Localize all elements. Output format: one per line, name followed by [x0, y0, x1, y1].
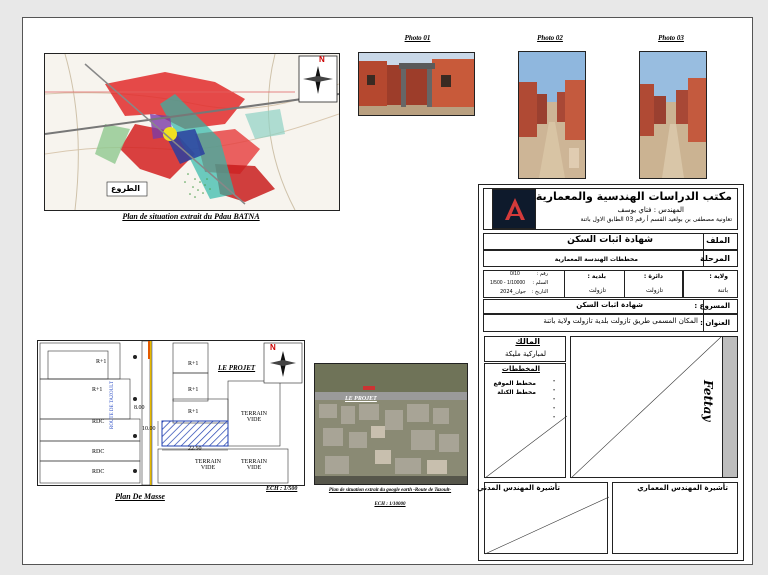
num-value: 0/10 — [510, 271, 520, 277]
masse-label-3: RDC — [92, 449, 105, 455]
commune-value: تازولت — [588, 287, 606, 294]
office-logo — [492, 189, 536, 229]
num-label: رقم : — [536, 271, 548, 277]
plan-item-0: مخطط الموقع — [493, 380, 536, 387]
address-label: العنوان : — [700, 319, 730, 327]
visa-civil-box — [484, 482, 608, 554]
address-value: المكان المسمى طريق تازولت بلدية تازولت ولاية باتنة — [543, 317, 698, 325]
masse-dim-top: 8.00 — [134, 405, 145, 411]
wilaya-value: باتنة — [717, 287, 728, 294]
scale-value: 1/500 - 1/10000 — [490, 280, 526, 286]
office-address: تعاونية مصطفى بن بولعيد القسم أ رقم 03 الطابق الاول باتنة — [580, 216, 732, 223]
project-value: شهادة اثبات السكن — [576, 301, 643, 309]
pdau-caption: Plan de situation extrait du Pdau BATNA — [122, 212, 260, 221]
photo-02 — [518, 51, 586, 179]
photo-02-image — [519, 52, 585, 178]
project-label: المسروع : — [694, 302, 730, 310]
photo-03-image — [640, 52, 706, 178]
pdau-label-tarrouj: الطروع — [111, 184, 140, 193]
office-logo-icon — [493, 190, 537, 230]
date-label: التاريخ : — [531, 289, 548, 295]
plans-label: المخططات — [501, 365, 540, 373]
photo-01-label: Photo 01 — [404, 34, 431, 42]
google-caption: Plan de situation extrait du google earth -Route de Tazoult- — [328, 488, 452, 493]
plan-item-1: مخطط الكتلة — [497, 389, 536, 396]
commune-label: بلدية : — [587, 273, 606, 280]
owner-value: لمباركية مليكة — [504, 350, 546, 358]
masse-north-letter: N — [270, 343, 276, 352]
pdau-situation-map — [44, 53, 340, 211]
daira-value: تازولت — [645, 287, 663, 294]
visa-arch-box — [612, 482, 738, 554]
daira-label: دائرة : — [643, 273, 663, 280]
plan-de-masse — [37, 340, 305, 486]
file-value: شهادة اثبات السكن — [567, 235, 653, 245]
google-earth-image — [315, 364, 467, 484]
masse-label-8: TERRAIN VIDE — [241, 411, 267, 423]
masse-dim-height: 10.00 — [142, 426, 156, 432]
masse-label-10: TERRAIN VIDE — [241, 459, 267, 471]
photo-03-label: Photo 03 — [658, 34, 684, 42]
pdau-map-drawing — [45, 54, 339, 210]
visa-civil-diagonal — [485, 483, 609, 555]
phase-value: مخططات الهندسة المعمارية — [554, 256, 638, 263]
masse-label-2: RDC — [92, 419, 105, 425]
visa-civil-label: تأشيرة المهندس المدني — [477, 484, 560, 492]
pdau-north-letter: N — [319, 55, 325, 64]
office-engineer: المهندس : فتاي يوسف — [617, 206, 684, 214]
masse-scale: ECH : 1/500 — [266, 486, 298, 492]
wilaya-label: ولاية : — [709, 273, 728, 280]
photo-01-image — [359, 53, 474, 115]
masse-label-1: R+1 — [92, 387, 103, 393]
signature-strip — [722, 336, 738, 478]
masse-project-label: LE PROJET — [218, 364, 256, 372]
plan-bullets: • • • • • — [553, 379, 556, 421]
masse-label-9: TERRAIN VIDE — [195, 459, 221, 471]
scale-label: السلم : — [532, 280, 548, 286]
masse-caption: Plan De Masse — [115, 492, 165, 501]
owner-label: المالك — [515, 337, 540, 346]
file-label: الملف — [706, 236, 730, 245]
date-value: 2024_جوان — [500, 289, 526, 295]
masse-label-0: R+1 — [96, 359, 107, 365]
photo-02-label: Photo 02 — [537, 34, 563, 42]
photo-01 — [358, 52, 475, 116]
photo-03 — [639, 51, 707, 179]
masse-road-label: ROUTE DE TAZOULT — [110, 381, 115, 429]
google-scale: ECH : 1/10000 — [374, 502, 406, 507]
phase-label: المرحلة — [700, 254, 730, 263]
masse-label-4: RDC — [92, 469, 105, 475]
masse-label-5: R+1 — [188, 361, 199, 367]
masse-dim-width: 22.50 — [188, 446, 202, 452]
masse-label-7: R+1 — [188, 409, 199, 415]
google-earth-map — [314, 363, 468, 485]
google-project-label: LE PROJET — [345, 396, 377, 402]
visa-arch-label: تأشيرة المهندس المعماري — [637, 484, 728, 492]
signature-text: Fettay — [701, 380, 715, 422]
office-title: مكتب الدراسات الهندسية والمعمارية — [535, 190, 732, 203]
masse-label-6: R+1 — [188, 387, 199, 393]
